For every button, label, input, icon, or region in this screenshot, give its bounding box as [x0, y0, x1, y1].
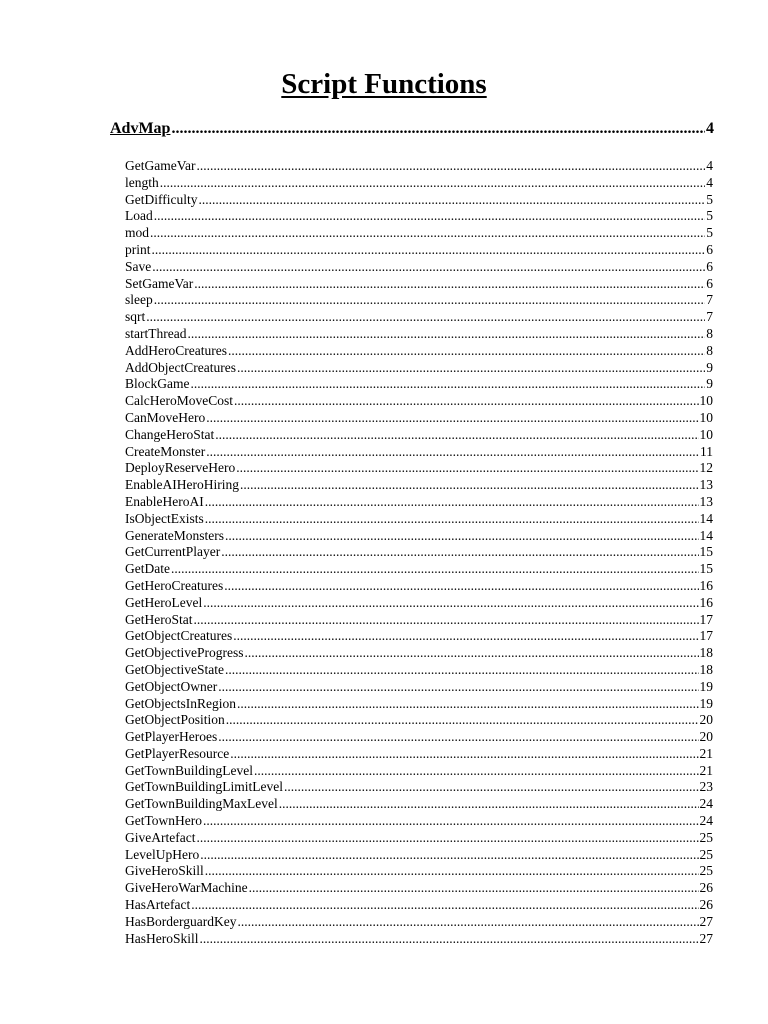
toc-entry-name[interactable]: GetObjectOwner: [125, 678, 218, 694]
toc-entry[interactable]: [125, 175, 713, 192]
toc-entry-page-number: 24: [699, 796, 713, 812]
toc-entry-name[interactable]: GetDate: [125, 561, 170, 577]
toc-entry-page-number: 13: [699, 477, 713, 493]
toc-entry[interactable]: [125, 813, 713, 830]
toc-entry-page-number: 16: [699, 577, 713, 593]
toc-entry-page-number: 23: [699, 779, 713, 795]
toc-entry-name[interactable]: GiveHeroWarMachine: [125, 880, 248, 896]
toc-entry[interactable]: [125, 645, 713, 662]
toc-entry-page-number: 27: [699, 913, 713, 929]
section-page-number: 4: [706, 120, 714, 137]
leader-dots: [244, 645, 698, 662]
toc-entry-page-number: 8: [706, 342, 713, 358]
toc-list: [125, 158, 713, 947]
leader-dots: [171, 119, 705, 139]
leader-dots: [154, 208, 706, 225]
leader-dots: [196, 158, 705, 175]
toc-entry-name[interactable]: mod: [125, 225, 150, 241]
toc-entry-page-number: 5: [706, 191, 713, 207]
toc-entry-page-number: 6: [706, 258, 713, 274]
toc-entry-page-number: 5: [706, 208, 713, 224]
leader-dots: [230, 746, 698, 763]
toc-entry-page-number: 20: [699, 729, 713, 745]
toc-entry[interactable]: [125, 511, 713, 528]
toc-entry[interactable]: [125, 830, 713, 847]
leader-dots: [237, 360, 705, 377]
toc-entry[interactable]: [125, 276, 713, 293]
toc-entry-name[interactable]: length: [125, 174, 159, 190]
toc-entry-name[interactable]: HasArtefact: [125, 897, 191, 913]
toc-entry-page-number: 9: [706, 359, 713, 375]
toc-entry-page-number: 24: [699, 813, 713, 829]
toc-entry[interactable]: [125, 578, 713, 595]
toc-entry-page-number: 12: [699, 460, 713, 476]
toc-entry[interactable]: [125, 309, 713, 326]
toc-section-advmap[interactable]: [110, 119, 714, 139]
toc-entry-name[interactable]: sqrt: [125, 309, 146, 325]
toc-entry-page-number: 14: [699, 527, 713, 543]
toc-entry-name[interactable]: SetGameVar: [125, 275, 194, 291]
toc-entry-page-number: 6: [706, 241, 713, 257]
toc-entry-name[interactable]: CalcHeroMoveCost: [125, 393, 233, 409]
leader-dots: [205, 511, 699, 528]
toc-entry[interactable]: [125, 847, 713, 864]
toc-entry-page-number: 5: [706, 225, 713, 241]
leader-dots: [191, 897, 698, 914]
leader-dots: [190, 376, 705, 393]
toc-entry[interactable]: [125, 544, 713, 561]
leader-dots: [237, 914, 698, 931]
toc-entry-page-number: 17: [699, 611, 713, 627]
toc-entry[interactable]: [125, 763, 713, 780]
toc-entry-page-number: 20: [699, 712, 713, 728]
toc-entry[interactable]: [125, 863, 713, 880]
toc-entry[interactable]: [125, 460, 713, 477]
toc-entry-name[interactable]: GetObjectiveProgress: [125, 645, 244, 661]
toc-entry-page-number: 17: [699, 628, 713, 644]
leader-dots: [150, 225, 705, 242]
toc-entry-name[interactable]: CreateMonster: [125, 443, 206, 459]
toc-entry[interactable]: [125, 393, 713, 410]
toc-entry-name[interactable]: EnableAIHeroHiring: [125, 477, 239, 493]
toc-entry-name[interactable]: GetGameVar: [125, 158, 196, 173]
toc-entry[interactable]: [125, 880, 713, 897]
leader-dots: [205, 494, 699, 511]
leader-dots: [206, 410, 698, 427]
toc-entry[interactable]: [125, 914, 713, 931]
leader-dots: [225, 528, 699, 545]
toc-entry-name[interactable]: GetTownBuildingLimitLevel: [125, 779, 284, 795]
leader-dots: [187, 326, 705, 343]
toc-entry-page-number: 10: [699, 393, 713, 409]
leader-dots: [226, 712, 699, 729]
toc-entry-page-number: 26: [699, 880, 713, 896]
leader-dots: [171, 561, 699, 578]
toc-entry[interactable]: [125, 259, 713, 276]
leader-dots: [200, 931, 699, 948]
toc-entry[interactable]: [125, 931, 713, 948]
toc-entry-name[interactable]: GetObjectsInRegion: [125, 695, 236, 711]
toc-entry[interactable]: [125, 477, 713, 494]
leader-dots: [240, 477, 699, 494]
toc-entry[interactable]: [125, 528, 713, 545]
toc-entry[interactable]: [125, 679, 713, 696]
toc-entry-page-number: 18: [699, 645, 713, 661]
toc-entry-name[interactable]: print: [125, 241, 151, 257]
toc-entry[interactable]: [125, 444, 713, 461]
toc-entry[interactable]: [125, 628, 713, 645]
toc-entry-name[interactable]: BlockGame: [125, 376, 190, 392]
leader-dots: [218, 729, 698, 746]
leader-dots: [203, 813, 698, 830]
leader-dots: [237, 696, 699, 713]
toc-entry-page-number: 15: [699, 544, 713, 560]
toc-entry-name[interactable]: HasBorderguardKey: [125, 913, 237, 929]
leader-dots: [152, 259, 705, 276]
toc-entry[interactable]: [125, 746, 713, 763]
toc-entry-page-number: 18: [699, 661, 713, 677]
toc-entry-name[interactable]: LevelUpHero: [125, 846, 200, 862]
toc-entry-name[interactable]: GetDifficulty: [125, 191, 198, 207]
toc-entry[interactable]: [125, 612, 713, 629]
leader-dots: [225, 662, 699, 679]
toc-entry-name[interactable]: CanMoveHero: [125, 409, 206, 425]
toc-entry-page-number: 10: [699, 426, 713, 442]
toc-entry[interactable]: [125, 360, 713, 377]
toc-entry-page-number: 7: [706, 309, 713, 325]
toc-entry-name[interactable]: GenerateMonsters: [125, 527, 224, 543]
leader-dots: [279, 796, 699, 813]
page-title: [0, 68, 768, 101]
toc-entry[interactable]: [125, 779, 713, 796]
leader-dots: [194, 276, 705, 293]
toc-entry-name[interactable]: GetTownHero: [125, 813, 203, 829]
toc-entry-name[interactable]: HasHeroSkill: [125, 930, 199, 946]
leader-dots: [234, 393, 699, 410]
toc-entry[interactable]: [125, 712, 713, 729]
toc-entry-page-number: 11: [700, 443, 713, 459]
toc-entry-name[interactable]: GetObjectiveState: [125, 661, 224, 677]
toc-entry-page-number: 13: [699, 493, 713, 509]
toc-entry-name[interactable]: GetPlayerHeroes: [125, 729, 218, 745]
toc-entry-name[interactable]: GetHeroStat: [125, 611, 193, 627]
toc-entry-page-number: 4: [706, 158, 713, 173]
toc-entry-page-number: 27: [699, 930, 713, 946]
leader-dots: [233, 628, 698, 645]
leader-dots: [218, 679, 698, 696]
toc-entry-name[interactable]: GetPlayerResource: [125, 745, 230, 761]
leader-dots: [203, 595, 698, 612]
toc-entry-name[interactable]: GetHeroCreatures: [125, 577, 224, 593]
toc-entry-name[interactable]: Save: [125, 258, 152, 274]
toc-entry[interactable]: [125, 208, 713, 225]
toc-entry-name[interactable]: GiveArtefact: [125, 829, 196, 845]
toc-entry[interactable]: [125, 696, 713, 713]
leader-dots: [160, 175, 706, 192]
toc-entry[interactable]: [125, 343, 713, 360]
toc-entry-name[interactable]: GetCurrentPlayer: [125, 544, 221, 560]
leader-dots: [198, 192, 705, 209]
leader-dots: [206, 444, 699, 461]
leader-dots: [236, 460, 698, 477]
toc-entry[interactable]: [125, 158, 713, 175]
toc-entry-page-number: 10: [699, 409, 713, 425]
leader-dots: [215, 427, 698, 444]
toc-entry-name[interactable]: GetHeroLevel: [125, 594, 203, 610]
toc-entry-page-number: 8: [706, 325, 713, 341]
toc-entry[interactable]: [125, 410, 713, 427]
toc-entry-page-number: 25: [699, 863, 713, 879]
leader-dots: [221, 544, 698, 561]
toc-entry-page-number: 25: [699, 846, 713, 862]
toc-entry-page-number: 15: [699, 561, 713, 577]
toc-entry[interactable]: [125, 494, 713, 511]
toc-entry[interactable]: [125, 796, 713, 813]
toc-entry-name[interactable]: GetObjectCreatures: [125, 628, 233, 644]
toc-entry-page-number: 21: [699, 745, 713, 761]
section-name[interactable]: AdvMap: [110, 120, 171, 137]
leader-dots: [152, 242, 706, 259]
leader-dots: [284, 779, 698, 796]
leader-dots: [146, 309, 705, 326]
toc-entry-page-number: 7: [706, 292, 713, 308]
leader-dots: [249, 880, 699, 897]
toc-entry-page-number: 4: [706, 174, 713, 190]
toc-entry-name[interactable]: sleep: [125, 292, 153, 308]
toc-entry-page-number: 26: [699, 897, 713, 913]
toc-entry[interactable]: [125, 292, 713, 309]
toc-entry-name[interactable]: GetObjectPosition: [125, 712, 225, 728]
toc-entry-page-number: 21: [699, 762, 713, 778]
toc-entry[interactable]: [125, 326, 713, 343]
toc-entry-page-number: 16: [699, 594, 713, 610]
toc-entry-page-number: 19: [699, 678, 713, 694]
toc-entry-name[interactable]: IsObjectExists: [125, 510, 204, 526]
toc-entry[interactable]: [125, 897, 713, 914]
toc-entry-name[interactable]: EnableHeroAI: [125, 493, 204, 509]
toc-entry[interactable]: [125, 561, 713, 578]
toc-entry-name[interactable]: AddObjectCreatures: [125, 359, 236, 375]
toc-entry[interactable]: [125, 595, 713, 612]
toc-entry-name[interactable]: AddHeroCreatures: [125, 342, 227, 358]
toc-entry[interactable]: [125, 729, 713, 746]
leader-dots: [196, 830, 698, 847]
toc-entry-page-number: 9: [706, 376, 713, 392]
toc-entry[interactable]: [125, 225, 713, 242]
toc-entry[interactable]: [125, 242, 713, 259]
toc-entry-name[interactable]: GiveHeroSkill: [125, 863, 204, 879]
leader-dots: [200, 847, 698, 864]
toc-entry-page-number: 14: [699, 510, 713, 526]
toc-entry[interactable]: [125, 192, 713, 209]
leader-dots: [193, 612, 698, 629]
toc-entry-name[interactable]: Load: [125, 208, 153, 224]
toc-entry[interactable]: [125, 662, 713, 679]
leader-dots: [224, 578, 698, 595]
leader-dots: [154, 292, 706, 309]
toc-entry-page-number: 19: [699, 695, 713, 711]
toc-entry-name[interactable]: DeployReserveHero: [125, 460, 236, 476]
leader-dots: [228, 343, 705, 360]
toc-entry[interactable]: [125, 376, 713, 393]
leader-dots: [205, 863, 699, 880]
leader-dots: [254, 763, 698, 780]
toc-entry-page-number: 25: [699, 829, 713, 845]
toc-entry-name[interactable]: GetTownBuildingMaxLevel: [125, 796, 278, 812]
toc-entry[interactable]: [125, 427, 713, 444]
toc-entry-name[interactable]: ChangeHeroStat: [125, 426, 215, 442]
toc-entry-name[interactable]: GetTownBuildingLevel: [125, 762, 254, 778]
page-title-text: Script Functions: [281, 68, 487, 100]
toc-entry-page-number: 6: [706, 275, 713, 291]
toc-entry-name[interactable]: startThread: [125, 325, 187, 341]
